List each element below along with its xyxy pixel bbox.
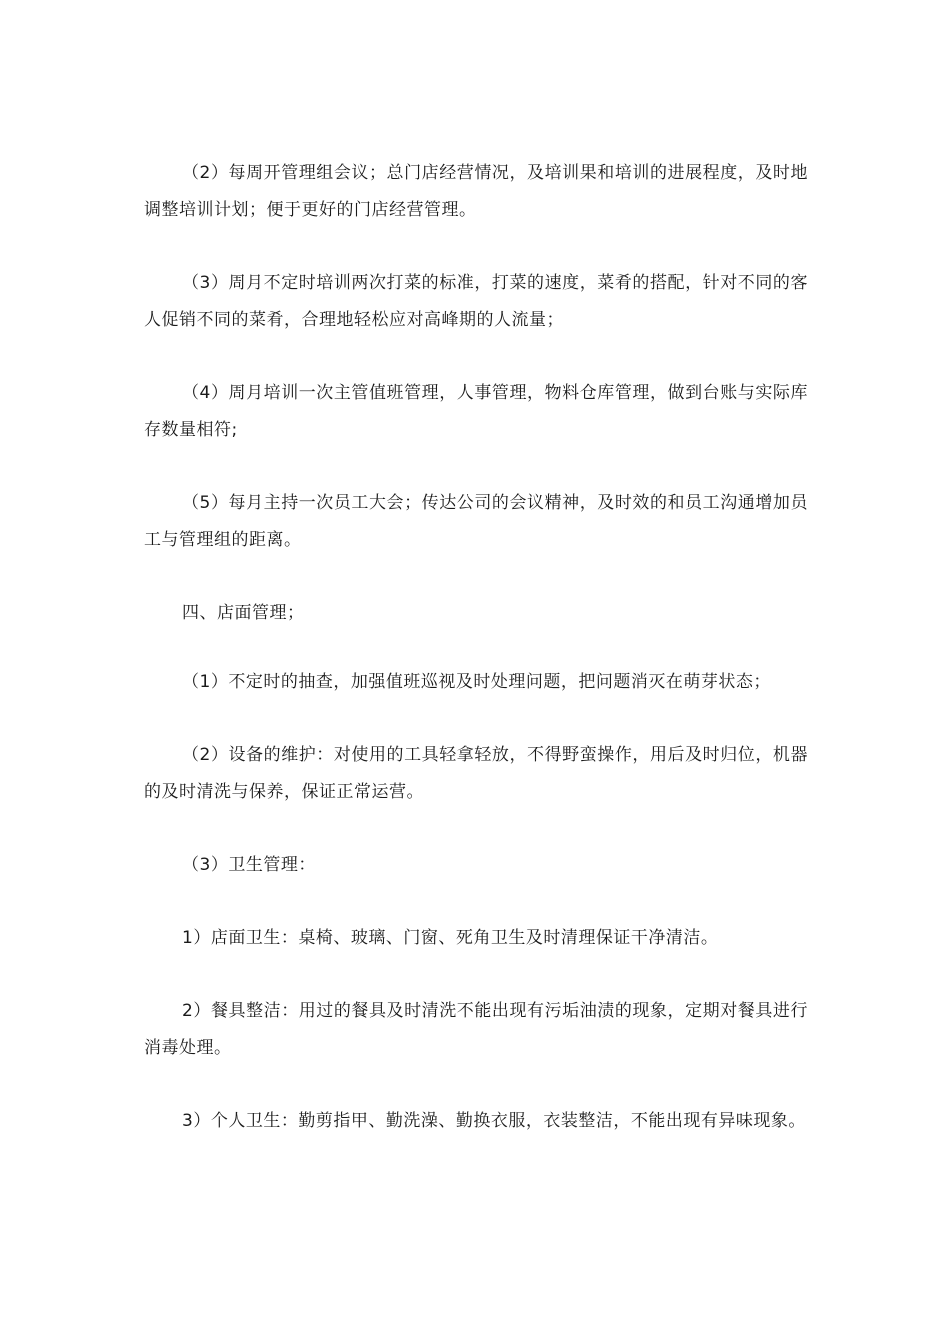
paragraph-store-hygiene: 1）店面卫生：桌椅、玻璃、门窗、死角卫生及时清理保证干净清洁。 bbox=[182, 928, 719, 948]
paragraph-spot-check: （1）不定时的抽查，加强值班巡视及时处理问题，把问题消灭在萌芽状态； bbox=[182, 672, 771, 692]
paragraph-tableware-cleaning: 2）餐具整洁：用过的餐具及时清洗不能出现有污垢油渍的现象，定期对餐具进行消毒处理。 bbox=[144, 1001, 808, 1058]
paragraph-weekly-meeting: （2）每周开管理组会议；总门店经营情况，及培训果和培训的进展程度，及时地调整培训计划；便于更好的门店经营管理。 bbox=[144, 163, 808, 220]
paragraph-supervisor-training: （4）周月培训一次主管值班管理，人事管理，物料仓库管理，做到台账与实际库存数量相符; bbox=[144, 383, 808, 440]
document-body bbox=[144, 155, 808, 1176]
paragraph-equipment-maintenance: （2）设备的维护：对使用的工具轻拿轻放，不得野蛮操作，用后及时归位，机器的及时清洗与保养，保证正常运营。 bbox=[144, 745, 808, 802]
paragraph-hygiene-management: （3）卫生管理： bbox=[182, 855, 316, 875]
paragraph-serving-training: （3）周月不定时培训两次打菜的标准，打菜的速度，菜肴的搭配，针对不同的客人促销不同的菜肴，合理地轻松应对高峰期的人流量； bbox=[144, 273, 808, 330]
paragraph-personal-hygiene: 3）个人卫生：勤剪指甲、勤洗澡、勤换衣服，衣装整洁，不能出现有异味现象。 bbox=[182, 1111, 806, 1131]
paragraph-staff-meeting: （5）每月主持一次员工大会；传达公司的会议精神，及时效的和员工沟通增加员工与管理组的距离。 bbox=[144, 493, 808, 550]
section-heading-store-management: 四、店面管理； bbox=[182, 603, 305, 623]
